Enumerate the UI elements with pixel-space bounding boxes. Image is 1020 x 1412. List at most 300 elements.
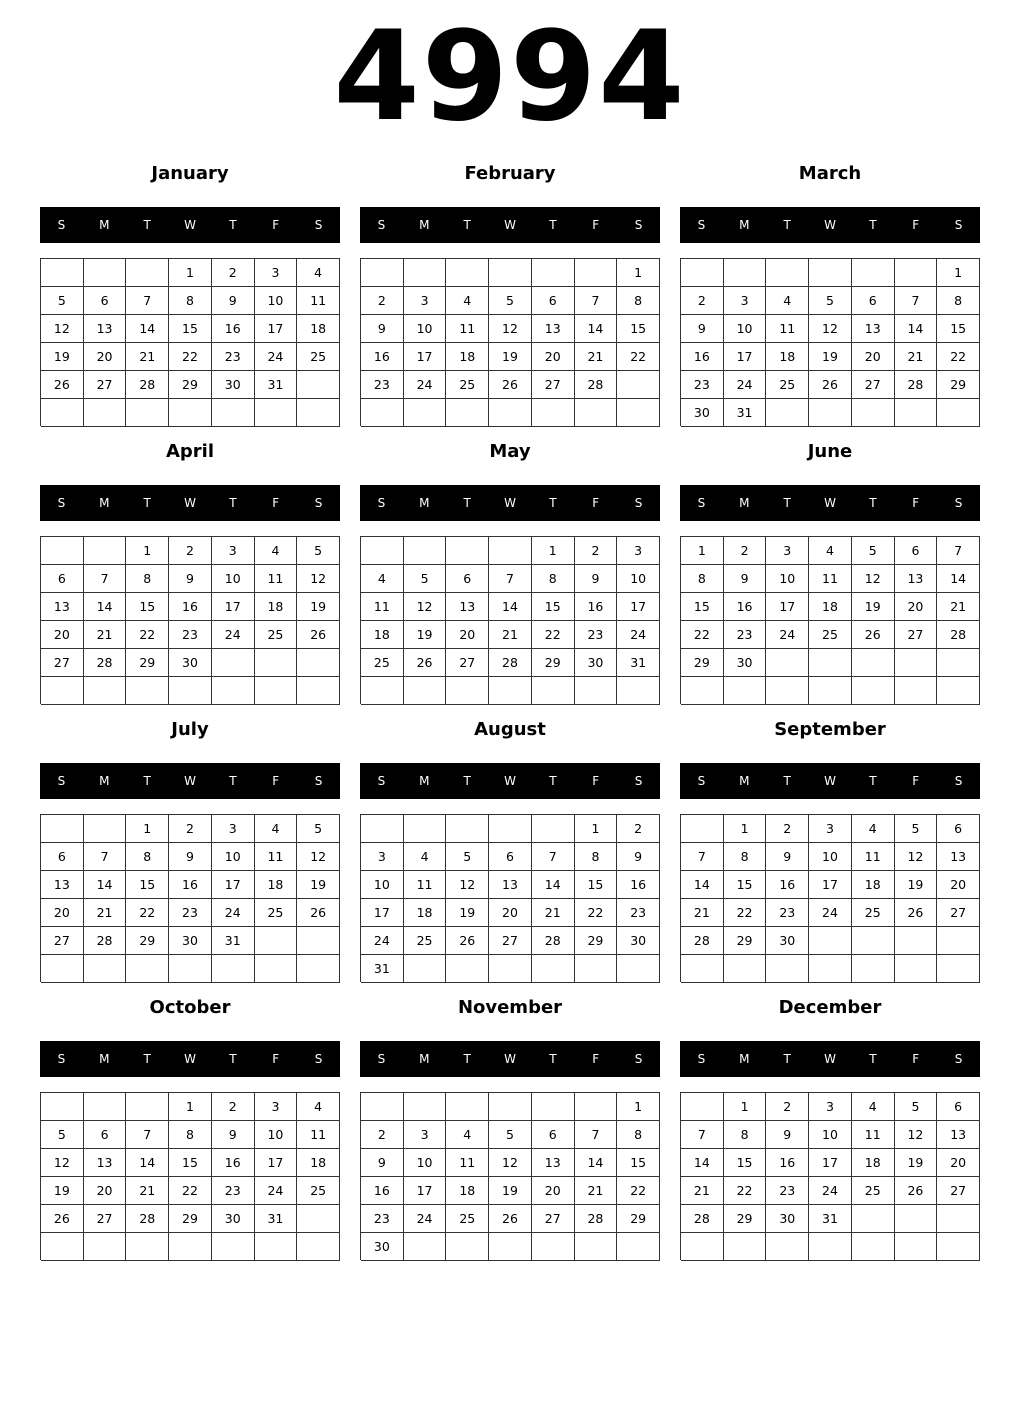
- day-grid: [360, 258, 660, 426]
- day-cell: [84, 259, 127, 287]
- weekday-label: S: [634, 218, 643, 232]
- day-cell: [84, 399, 127, 427]
- day-cell: 31: [212, 927, 255, 955]
- day-cell: 18: [361, 621, 404, 649]
- day-cell: 25: [297, 343, 340, 371]
- day-cell: [681, 677, 724, 705]
- day-cell: 20: [446, 621, 489, 649]
- day-cell: [809, 955, 852, 983]
- day-cell: [724, 677, 767, 705]
- weekday-label: F: [592, 218, 600, 232]
- day-cell: 1: [126, 537, 169, 565]
- day-cell: 6: [852, 287, 895, 315]
- weekday-label: T: [463, 1052, 471, 1066]
- day-cell: 7: [681, 1121, 724, 1149]
- day-cell: 16: [575, 593, 618, 621]
- day-cell: 6: [84, 287, 127, 315]
- day-cell: 7: [937, 537, 980, 565]
- day-cell: 1: [169, 259, 212, 287]
- day-cell: 13: [41, 593, 84, 621]
- day-cell: 8: [532, 565, 575, 593]
- day-cell: 18: [297, 1149, 340, 1177]
- day-cell: 29: [126, 927, 169, 955]
- day-cell: 7: [126, 287, 169, 315]
- day-cell: [41, 537, 84, 565]
- day-cell: 21: [84, 899, 127, 927]
- weekday-label: F: [592, 774, 600, 788]
- day-cell: 30: [169, 927, 212, 955]
- day-cell: 27: [532, 371, 575, 399]
- day-cell: [895, 399, 938, 427]
- day-cell: 21: [489, 621, 532, 649]
- day-cell: 25: [852, 899, 895, 927]
- day-cell: 31: [724, 399, 767, 427]
- day-cell: 10: [724, 315, 767, 343]
- day-cell: 16: [617, 871, 660, 899]
- day-cell: [361, 537, 404, 565]
- weekday-label: S: [697, 496, 706, 510]
- day-cell: 16: [724, 593, 767, 621]
- day-cell: [852, 399, 895, 427]
- day-cell: 14: [84, 593, 127, 621]
- day-cell: 5: [297, 537, 340, 565]
- day-cell: 26: [404, 649, 447, 677]
- day-cell: 5: [895, 815, 938, 843]
- day-cell: 2: [575, 537, 618, 565]
- day-cell: [532, 815, 575, 843]
- month-name: June: [807, 441, 853, 462]
- weekday-label: S: [954, 218, 963, 232]
- day-cell: [297, 649, 340, 677]
- weekday-label: W: [824, 218, 836, 232]
- day-cell: 22: [937, 343, 980, 371]
- day-cell: 21: [681, 899, 724, 927]
- day-cell: 1: [724, 1093, 767, 1121]
- day-cell: 2: [169, 815, 212, 843]
- day-cell: 19: [41, 1177, 84, 1205]
- day-cell: 22: [681, 621, 724, 649]
- day-cell: [852, 1205, 895, 1233]
- day-cell: 16: [681, 343, 724, 371]
- day-cell: [809, 677, 852, 705]
- weekday-label: F: [592, 1052, 600, 1066]
- day-cell: 16: [212, 315, 255, 343]
- day-cell: [575, 399, 618, 427]
- day-cell: 23: [766, 1177, 809, 1205]
- day-cell: 23: [169, 899, 212, 927]
- day-cell: 10: [212, 565, 255, 593]
- day-cell: 14: [489, 593, 532, 621]
- weekday-label: T: [869, 496, 877, 510]
- day-cell: 28: [575, 371, 618, 399]
- day-cell: [169, 1233, 212, 1261]
- day-cell: 7: [84, 843, 127, 871]
- day-cell: [255, 1233, 298, 1261]
- day-cell: 19: [895, 871, 938, 899]
- weekday-label: S: [697, 1052, 706, 1066]
- day-cell: 14: [126, 315, 169, 343]
- day-cell: 25: [852, 1177, 895, 1205]
- day-cell: 16: [169, 871, 212, 899]
- day-cell: 18: [852, 871, 895, 899]
- day-cell: 30: [724, 649, 767, 677]
- day-cell: 15: [617, 315, 660, 343]
- day-cell: 27: [937, 1177, 980, 1205]
- day-cell: 28: [126, 371, 169, 399]
- day-cell: 8: [126, 843, 169, 871]
- day-cell: 6: [84, 1121, 127, 1149]
- day-cell: 16: [361, 343, 404, 371]
- day-cell: 21: [575, 343, 618, 371]
- day-cell: 20: [852, 343, 895, 371]
- day-cell: 10: [766, 565, 809, 593]
- day-cell: 28: [532, 927, 575, 955]
- day-cell: [532, 677, 575, 705]
- day-cell: [852, 927, 895, 955]
- day-cell: 20: [937, 1149, 980, 1177]
- day-cell: 4: [297, 259, 340, 287]
- day-cell: 29: [617, 1205, 660, 1233]
- day-cell: [297, 399, 340, 427]
- day-grid: [360, 1092, 660, 1260]
- day-cell: 9: [681, 315, 724, 343]
- day-cell: [489, 259, 532, 287]
- day-cell: 5: [489, 287, 532, 315]
- day-cell: 11: [852, 843, 895, 871]
- day-cell: [446, 259, 489, 287]
- day-cell: 2: [724, 537, 767, 565]
- day-cell: 12: [895, 843, 938, 871]
- day-cell: 27: [41, 649, 84, 677]
- day-cell: [937, 677, 980, 705]
- weekday-label: S: [314, 774, 323, 788]
- weekday-label: T: [229, 774, 237, 788]
- day-cell: 15: [532, 593, 575, 621]
- day-cell: [84, 1233, 127, 1261]
- day-cell: 10: [212, 843, 255, 871]
- day-cell: 29: [724, 1205, 767, 1233]
- weekday-header: [40, 207, 340, 243]
- day-cell: 11: [404, 871, 447, 899]
- day-cell: 24: [404, 371, 447, 399]
- day-cell: [852, 677, 895, 705]
- day-cell: [766, 259, 809, 287]
- day-cell: [489, 815, 532, 843]
- day-cell: 31: [809, 1205, 852, 1233]
- day-cell: [895, 927, 938, 955]
- day-cell: 9: [724, 565, 767, 593]
- day-cell: 12: [446, 871, 489, 899]
- day-cell: [126, 677, 169, 705]
- day-cell: [575, 955, 618, 983]
- day-cell: [297, 371, 340, 399]
- month-name: November: [457, 997, 563, 1018]
- day-grid: [40, 814, 340, 982]
- day-cell: 12: [41, 315, 84, 343]
- day-cell: 25: [766, 371, 809, 399]
- day-cell: 28: [681, 927, 724, 955]
- day-cell: 22: [724, 1177, 767, 1205]
- weekday-label: F: [912, 1052, 920, 1066]
- day-cell: 8: [724, 843, 767, 871]
- month-name: May: [489, 441, 531, 462]
- weekday-header: [360, 1041, 660, 1077]
- day-cell: [297, 1205, 340, 1233]
- day-cell: 6: [895, 537, 938, 565]
- day-cell: 1: [724, 815, 767, 843]
- day-cell: [297, 927, 340, 955]
- weekday-label: T: [463, 774, 471, 788]
- weekday-label: S: [377, 1052, 386, 1066]
- day-cell: 26: [41, 1205, 84, 1233]
- day-cell: 12: [489, 1149, 532, 1177]
- weekday-label: S: [377, 774, 386, 788]
- month-name: October: [149, 997, 231, 1018]
- day-cell: 5: [297, 815, 340, 843]
- weekday-label: S: [314, 1052, 323, 1066]
- day-cell: [41, 399, 84, 427]
- day-cell: 12: [404, 593, 447, 621]
- day-cell: 25: [255, 621, 298, 649]
- day-cell: 11: [361, 593, 404, 621]
- month-name: September: [774, 719, 886, 740]
- day-cell: 29: [681, 649, 724, 677]
- weekday-label: S: [634, 774, 643, 788]
- day-cell: 19: [446, 899, 489, 927]
- day-cell: 20: [41, 899, 84, 927]
- day-grid: [40, 536, 340, 704]
- day-cell: 27: [84, 371, 127, 399]
- day-cell: 30: [617, 927, 660, 955]
- day-cell: 24: [766, 621, 809, 649]
- day-cell: 7: [681, 843, 724, 871]
- day-cell: [937, 927, 980, 955]
- day-cell: [255, 927, 298, 955]
- day-cell: 9: [169, 843, 212, 871]
- day-cell: [937, 955, 980, 983]
- day-cell: [361, 677, 404, 705]
- day-cell: 4: [255, 815, 298, 843]
- day-cell: 7: [532, 843, 575, 871]
- day-cell: 5: [852, 537, 895, 565]
- month-name: February: [464, 163, 556, 184]
- day-cell: [617, 1233, 660, 1261]
- weekday-label: T: [143, 496, 151, 510]
- day-cell: [937, 1233, 980, 1261]
- weekday-label: F: [912, 218, 920, 232]
- day-cell: 17: [617, 593, 660, 621]
- weekday-label: F: [912, 774, 920, 788]
- day-cell: 25: [361, 649, 404, 677]
- weekday-label: S: [954, 774, 963, 788]
- day-cell: 28: [575, 1205, 618, 1233]
- day-cell: 7: [84, 565, 127, 593]
- day-cell: [895, 1205, 938, 1233]
- day-cell: 7: [489, 565, 532, 593]
- day-cell: [766, 649, 809, 677]
- weekday-label: S: [57, 1052, 66, 1066]
- day-cell: 10: [809, 843, 852, 871]
- day-cell: [41, 815, 84, 843]
- day-cell: 26: [489, 371, 532, 399]
- weekday-label: W: [824, 1052, 836, 1066]
- day-cell: [724, 1233, 767, 1261]
- day-cell: [895, 1233, 938, 1261]
- weekday-label: T: [143, 774, 151, 788]
- day-cell: 21: [895, 343, 938, 371]
- day-cell: 13: [895, 565, 938, 593]
- weekday-header: [360, 763, 660, 799]
- day-cell: 4: [852, 815, 895, 843]
- day-cell: 17: [255, 1149, 298, 1177]
- day-cell: [489, 399, 532, 427]
- day-cell: 15: [681, 593, 724, 621]
- day-cell: [489, 537, 532, 565]
- weekday-label: T: [143, 1052, 151, 1066]
- day-cell: [126, 399, 169, 427]
- day-cell: 30: [766, 1205, 809, 1233]
- day-cell: 19: [297, 871, 340, 899]
- day-cell: 24: [809, 1177, 852, 1205]
- day-cell: [84, 815, 127, 843]
- day-cell: 5: [809, 287, 852, 315]
- day-cell: [255, 677, 298, 705]
- month-name: December: [778, 997, 882, 1018]
- day-cell: 9: [361, 1149, 404, 1177]
- day-cell: 10: [809, 1121, 852, 1149]
- weekday-label: S: [314, 496, 323, 510]
- day-cell: [212, 649, 255, 677]
- day-cell: 23: [361, 1205, 404, 1233]
- weekday-label: M: [99, 774, 110, 788]
- day-cell: [446, 1233, 489, 1261]
- day-cell: 17: [212, 593, 255, 621]
- day-cell: 14: [937, 565, 980, 593]
- day-cell: 13: [852, 315, 895, 343]
- weekday-label: T: [229, 496, 237, 510]
- day-cell: 16: [212, 1149, 255, 1177]
- day-cell: [446, 677, 489, 705]
- weekday-label: T: [783, 1052, 791, 1066]
- day-cell: 14: [681, 871, 724, 899]
- year-title: 4994: [333, 5, 687, 149]
- day-cell: 14: [126, 1149, 169, 1177]
- day-cell: [852, 649, 895, 677]
- month-name: January: [151, 163, 229, 184]
- day-cell: 12: [852, 565, 895, 593]
- day-cell: 5: [489, 1121, 532, 1149]
- day-cell: 24: [212, 621, 255, 649]
- day-cell: 21: [126, 1177, 169, 1205]
- weekday-label: S: [57, 774, 66, 788]
- day-cell: 6: [41, 565, 84, 593]
- day-cell: 24: [212, 899, 255, 927]
- day-cell: 14: [575, 315, 618, 343]
- day-grid: [680, 814, 980, 982]
- day-cell: 2: [212, 1093, 255, 1121]
- day-cell: 18: [297, 315, 340, 343]
- day-cell: 14: [84, 871, 127, 899]
- day-cell: 9: [361, 315, 404, 343]
- day-cell: [41, 955, 84, 983]
- day-cell: 3: [404, 287, 447, 315]
- weekday-label: M: [419, 1052, 430, 1066]
- day-cell: 2: [681, 287, 724, 315]
- day-cell: 1: [126, 815, 169, 843]
- day-cell: 4: [852, 1093, 895, 1121]
- day-cell: 4: [446, 1121, 489, 1149]
- day-cell: 24: [809, 899, 852, 927]
- weekday-label: F: [272, 496, 280, 510]
- weekday-header: [680, 485, 980, 521]
- day-cell: 7: [126, 1121, 169, 1149]
- day-cell: 6: [532, 287, 575, 315]
- weekday-label: T: [549, 774, 557, 788]
- day-cell: 15: [169, 315, 212, 343]
- day-cell: 1: [681, 537, 724, 565]
- day-cell: [212, 399, 255, 427]
- day-cell: 21: [84, 621, 127, 649]
- weekday-label: T: [869, 1052, 877, 1066]
- day-cell: 8: [724, 1121, 767, 1149]
- day-cell: 30: [575, 649, 618, 677]
- day-cell: 21: [126, 343, 169, 371]
- day-cell: 11: [297, 1121, 340, 1149]
- day-cell: 15: [575, 871, 618, 899]
- day-cell: 23: [724, 621, 767, 649]
- day-cell: 17: [809, 1149, 852, 1177]
- weekday-header: [360, 207, 660, 243]
- day-cell: [212, 1233, 255, 1261]
- day-cell: 12: [809, 315, 852, 343]
- day-cell: 18: [766, 343, 809, 371]
- day-cell: 13: [84, 315, 127, 343]
- day-cell: 26: [297, 899, 340, 927]
- day-cell: 19: [489, 343, 532, 371]
- day-cell: 11: [446, 315, 489, 343]
- day-cell: 6: [937, 1093, 980, 1121]
- day-cell: 23: [575, 621, 618, 649]
- day-cell: 8: [681, 565, 724, 593]
- weekday-label: S: [634, 496, 643, 510]
- weekday-label: W: [504, 774, 516, 788]
- day-cell: 31: [617, 649, 660, 677]
- weekday-label: F: [272, 1052, 280, 1066]
- day-cell: 17: [404, 1177, 447, 1205]
- day-cell: 24: [404, 1205, 447, 1233]
- day-cell: 22: [126, 621, 169, 649]
- day-cell: [404, 1093, 447, 1121]
- day-cell: [255, 955, 298, 983]
- day-cell: 4: [446, 287, 489, 315]
- weekday-header: [680, 207, 980, 243]
- weekday-label: M: [739, 218, 750, 232]
- day-cell: [489, 955, 532, 983]
- day-cell: 10: [617, 565, 660, 593]
- day-cell: 19: [895, 1149, 938, 1177]
- day-cell: [575, 1093, 618, 1121]
- day-cell: [489, 677, 532, 705]
- weekday-header: [360, 485, 660, 521]
- day-cell: 26: [895, 899, 938, 927]
- day-cell: 26: [852, 621, 895, 649]
- day-cell: [575, 259, 618, 287]
- day-cell: 3: [212, 537, 255, 565]
- day-cell: 9: [766, 1121, 809, 1149]
- day-cell: 23: [212, 343, 255, 371]
- day-grid: [360, 536, 660, 704]
- day-cell: 20: [41, 621, 84, 649]
